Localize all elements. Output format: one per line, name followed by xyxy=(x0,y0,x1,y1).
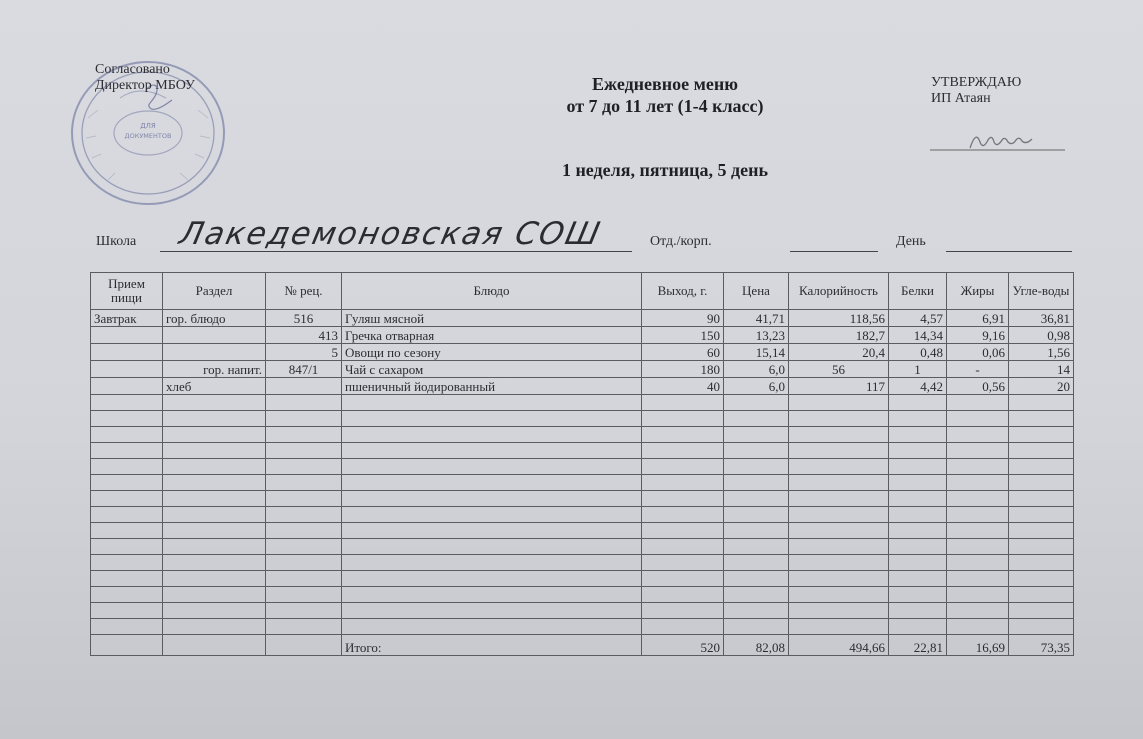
empty-cell xyxy=(163,619,266,635)
col-calories: Калорийность xyxy=(789,273,889,310)
table-row xyxy=(91,361,1074,378)
empty-cell xyxy=(889,539,947,555)
empty-cell xyxy=(91,587,163,603)
empty-cell xyxy=(266,587,342,603)
empty-cell xyxy=(889,459,947,475)
empty-cell xyxy=(266,507,342,523)
empty-cell xyxy=(91,491,163,507)
dept-underline xyxy=(790,251,878,252)
empty-cell xyxy=(163,539,266,555)
empty-cell xyxy=(724,411,789,427)
empty-cell xyxy=(889,555,947,571)
approval-block xyxy=(931,75,1021,107)
cell-protein: 1 xyxy=(889,361,947,378)
empty-table-row xyxy=(91,603,1074,619)
cell-meal xyxy=(91,361,163,378)
total-cell-section xyxy=(163,635,266,656)
empty-cell xyxy=(789,459,889,475)
approver-signature xyxy=(930,128,1065,158)
cell-section: гор. блюдо xyxy=(163,310,266,327)
cell-recipe: 5 xyxy=(266,344,342,361)
empty-cell xyxy=(642,571,724,587)
empty-table-row xyxy=(91,539,1074,555)
empty-cell xyxy=(91,539,163,555)
empty-cell xyxy=(91,619,163,635)
empty-cell xyxy=(342,459,642,475)
empty-cell xyxy=(947,619,1009,635)
empty-table-row xyxy=(91,459,1074,475)
empty-cell xyxy=(642,587,724,603)
stamp-text-main: ДЛЯ xyxy=(140,122,156,130)
cell-meal xyxy=(91,327,163,344)
empty-cell xyxy=(724,571,789,587)
empty-cell xyxy=(342,603,642,619)
cell-yield: 60 xyxy=(642,344,724,361)
cell-fat: 9,16 xyxy=(947,327,1009,344)
empty-cell xyxy=(947,395,1009,411)
empty-cell xyxy=(724,507,789,523)
empty-cell xyxy=(642,427,724,443)
empty-cell xyxy=(91,507,163,523)
empty-cell xyxy=(1009,491,1074,507)
empty-table-row xyxy=(91,587,1074,603)
empty-cell xyxy=(642,539,724,555)
empty-cell xyxy=(163,443,266,459)
school-handwritten: Лакедемоновская СОШ xyxy=(176,216,605,252)
empty-cell xyxy=(724,619,789,635)
empty-cell xyxy=(947,459,1009,475)
empty-cell xyxy=(1009,507,1074,523)
empty-cell xyxy=(342,427,642,443)
cell-carbs: 20 xyxy=(1009,378,1074,395)
empty-cell xyxy=(266,619,342,635)
empty-cell xyxy=(642,411,724,427)
total-row xyxy=(91,635,1074,656)
empty-cell xyxy=(642,459,724,475)
empty-cell xyxy=(1009,395,1074,411)
empty-cell xyxy=(642,603,724,619)
empty-cell xyxy=(1009,571,1074,587)
cell-meal xyxy=(91,378,163,395)
director-line: Директор МБОУ xyxy=(95,78,195,93)
empty-cell xyxy=(266,491,342,507)
empty-cell xyxy=(342,571,642,587)
cell-dish: Чай с сахаром xyxy=(342,361,642,378)
empty-cell xyxy=(947,411,1009,427)
empty-cell xyxy=(342,619,642,635)
empty-cell xyxy=(889,427,947,443)
approved-line: Согласовано xyxy=(95,62,170,77)
empty-cell xyxy=(342,443,642,459)
empty-cell xyxy=(266,523,342,539)
empty-cell xyxy=(266,475,342,491)
empty-cell xyxy=(889,603,947,619)
empty-cell xyxy=(642,395,724,411)
cell-carbs: 0,98 xyxy=(1009,327,1074,344)
menu-age-group: от 7 до 11 лет (1-4 класс) xyxy=(566,96,764,116)
empty-cell xyxy=(1009,459,1074,475)
empty-cell xyxy=(91,427,163,443)
empty-cell xyxy=(947,427,1009,443)
empty-cell xyxy=(1009,555,1074,571)
empty-cell xyxy=(642,619,724,635)
total-carbs: 73,35 xyxy=(1009,635,1074,656)
cell-recipe: 413 xyxy=(266,327,342,344)
empty-cell xyxy=(1009,523,1074,539)
school-label: Школа xyxy=(96,234,137,249)
empty-cell xyxy=(266,411,342,427)
cell-price: 41,71 xyxy=(724,310,789,327)
cell-meal xyxy=(91,344,163,361)
total-cell-meal xyxy=(91,635,163,656)
empty-cell xyxy=(947,475,1009,491)
cell-recipe: 516 xyxy=(266,310,342,327)
empty-cell xyxy=(163,411,266,427)
empty-cell xyxy=(947,571,1009,587)
empty-cell xyxy=(724,443,789,459)
empty-cell xyxy=(91,523,163,539)
cell-calories: 182,7 xyxy=(789,327,889,344)
cell-calories: 117 xyxy=(789,378,889,395)
empty-cell xyxy=(889,475,947,491)
total-yield: 520 xyxy=(642,635,724,656)
empty-cell xyxy=(266,571,342,587)
empty-cell xyxy=(91,411,163,427)
empty-cell xyxy=(342,539,642,555)
empty-cell xyxy=(789,411,889,427)
empty-table-row xyxy=(91,395,1074,411)
table-row xyxy=(91,344,1074,361)
table-row xyxy=(91,327,1074,344)
empty-cell xyxy=(1009,619,1074,635)
empty-table-row xyxy=(91,491,1074,507)
empty-cell xyxy=(91,475,163,491)
empty-cell xyxy=(947,603,1009,619)
approve-label: УТВЕРЖДАЮ xyxy=(931,75,1022,90)
total-price: 82,08 xyxy=(724,635,789,656)
cell-fat: - xyxy=(947,361,1009,378)
col-recipe: № рец. xyxy=(266,273,342,310)
cell-recipe xyxy=(266,378,342,395)
dept-label: Отд./корп. xyxy=(650,234,712,249)
cell-yield: 90 xyxy=(642,310,724,327)
empty-cell xyxy=(889,587,947,603)
empty-cell xyxy=(163,603,266,619)
empty-cell xyxy=(789,507,889,523)
cell-dish: пшеничный йодированный xyxy=(342,378,642,395)
empty-cell xyxy=(163,555,266,571)
empty-cell xyxy=(889,523,947,539)
total-calories: 494,66 xyxy=(789,635,889,656)
empty-cell xyxy=(724,587,789,603)
empty-cell xyxy=(266,427,342,443)
empty-cell xyxy=(889,491,947,507)
cell-dish: Гречка отварная xyxy=(342,327,642,344)
empty-cell xyxy=(266,539,342,555)
empty-cell xyxy=(91,555,163,571)
empty-table-row xyxy=(91,443,1074,459)
empty-cell xyxy=(342,507,642,523)
cell-calories: 20,4 xyxy=(789,344,889,361)
cell-price: 6,0 xyxy=(724,378,789,395)
table-header-row xyxy=(91,273,1074,310)
approved-block xyxy=(95,62,195,94)
empty-cell xyxy=(889,411,947,427)
empty-cell xyxy=(163,491,266,507)
cell-meal: Завтрак xyxy=(91,310,163,327)
empty-cell xyxy=(724,555,789,571)
cell-carbs: 1,56 xyxy=(1009,344,1074,361)
cell-yield: 40 xyxy=(642,378,724,395)
empty-cell xyxy=(266,555,342,571)
empty-cell xyxy=(1009,603,1074,619)
cell-carbs: 36,81 xyxy=(1009,310,1074,327)
empty-table-row xyxy=(91,571,1074,587)
empty-cell xyxy=(91,395,163,411)
empty-table-row xyxy=(91,475,1074,491)
empty-cell xyxy=(642,475,724,491)
approver-name: ИП Атаян xyxy=(931,91,991,106)
cell-price: 15,14 xyxy=(724,344,789,361)
cell-dish: Овощи по сезону xyxy=(342,344,642,361)
empty-table-row xyxy=(91,619,1074,635)
empty-cell xyxy=(947,555,1009,571)
empty-cell xyxy=(789,523,889,539)
empty-cell xyxy=(642,491,724,507)
empty-cell xyxy=(266,459,342,475)
col-section: Раздел xyxy=(163,273,266,310)
empty-cell xyxy=(724,395,789,411)
empty-cell xyxy=(789,395,889,411)
cell-yield: 150 xyxy=(642,327,724,344)
empty-cell xyxy=(266,603,342,619)
empty-cell xyxy=(789,539,889,555)
empty-cell xyxy=(789,571,889,587)
empty-table-row xyxy=(91,523,1074,539)
empty-cell xyxy=(1009,411,1074,427)
empty-cell xyxy=(1009,475,1074,491)
empty-cell xyxy=(642,507,724,523)
cell-section: хлеб xyxy=(163,378,266,395)
empty-table-row xyxy=(91,411,1074,427)
cell-section xyxy=(163,344,266,361)
empty-cell xyxy=(947,443,1009,459)
cell-price: 13,23 xyxy=(724,327,789,344)
cell-protein: 14,34 xyxy=(889,327,947,344)
col-meal: Прием пищи xyxy=(91,273,163,310)
empty-cell xyxy=(947,507,1009,523)
empty-cell xyxy=(789,555,889,571)
empty-cell xyxy=(342,395,642,411)
empty-cell xyxy=(724,491,789,507)
total-label: Итого: xyxy=(342,635,642,656)
empty-cell xyxy=(889,443,947,459)
empty-table-row xyxy=(91,555,1074,571)
col-carbs: Угле-воды xyxy=(1009,273,1074,310)
cell-calories: 118,56 xyxy=(789,310,889,327)
empty-cell xyxy=(266,443,342,459)
empty-cell xyxy=(642,555,724,571)
empty-cell xyxy=(789,587,889,603)
empty-cell xyxy=(889,571,947,587)
empty-cell xyxy=(91,603,163,619)
empty-cell xyxy=(163,395,266,411)
empty-cell xyxy=(91,459,163,475)
cell-calories: 56 xyxy=(789,361,889,378)
empty-cell xyxy=(947,539,1009,555)
cell-recipe: 847/1 xyxy=(266,361,342,378)
cell-protein: 0,48 xyxy=(889,344,947,361)
empty-cell xyxy=(789,603,889,619)
day-label: День xyxy=(896,234,926,249)
cell-fat: 6,91 xyxy=(947,310,1009,327)
empty-cell xyxy=(266,395,342,411)
empty-cell xyxy=(789,443,889,459)
empty-cell xyxy=(642,443,724,459)
empty-cell xyxy=(163,587,266,603)
empty-cell xyxy=(1009,443,1074,459)
empty-cell xyxy=(724,603,789,619)
total-protein: 22,81 xyxy=(889,635,947,656)
total-fat: 16,69 xyxy=(947,635,1009,656)
total-cell-recipe xyxy=(266,635,342,656)
empty-cell xyxy=(91,571,163,587)
empty-cell xyxy=(724,523,789,539)
empty-cell xyxy=(889,619,947,635)
cell-fat: 0,06 xyxy=(947,344,1009,361)
empty-cell xyxy=(163,475,266,491)
col-dish: Блюдо xyxy=(342,273,642,310)
empty-cell xyxy=(642,523,724,539)
empty-cell xyxy=(947,587,1009,603)
empty-cell xyxy=(342,523,642,539)
empty-cell xyxy=(789,619,889,635)
cell-carbs: 14 xyxy=(1009,361,1074,378)
empty-table-row xyxy=(91,427,1074,443)
day-underline xyxy=(946,251,1072,252)
cell-section: гор. напит. xyxy=(163,361,266,378)
empty-cell xyxy=(789,427,889,443)
empty-cell xyxy=(163,571,266,587)
empty-cell xyxy=(91,443,163,459)
table-row xyxy=(91,310,1074,327)
cell-protein: 4,42 xyxy=(889,378,947,395)
empty-cell xyxy=(342,587,642,603)
empty-cell xyxy=(163,427,266,443)
empty-cell xyxy=(1009,539,1074,555)
empty-table-row xyxy=(91,507,1074,523)
empty-cell xyxy=(789,475,889,491)
empty-cell xyxy=(724,427,789,443)
empty-cell xyxy=(889,507,947,523)
empty-cell xyxy=(947,523,1009,539)
empty-cell xyxy=(342,555,642,571)
empty-cell xyxy=(163,459,266,475)
menu-title: Ежедневное меню xyxy=(592,74,738,94)
col-price: Цена xyxy=(724,273,789,310)
table-row xyxy=(91,378,1074,395)
empty-cell xyxy=(724,539,789,555)
menu-table xyxy=(90,272,1074,656)
cell-protein: 4,57 xyxy=(889,310,947,327)
cell-fat: 0,56 xyxy=(947,378,1009,395)
empty-cell xyxy=(342,411,642,427)
empty-cell xyxy=(1009,587,1074,603)
stamp-text-sub: ДОКУМЕНТОВ xyxy=(124,132,172,140)
empty-cell xyxy=(163,523,266,539)
cell-dish: Гуляш мясной xyxy=(342,310,642,327)
empty-cell xyxy=(789,491,889,507)
cell-section xyxy=(163,327,266,344)
col-protein: Белки xyxy=(889,273,947,310)
empty-cell xyxy=(342,491,642,507)
empty-cell xyxy=(724,475,789,491)
empty-cell xyxy=(724,459,789,475)
menu-week-day: 1 неделя, пятница, 5 день xyxy=(561,160,769,180)
cell-price: 6,0 xyxy=(724,361,789,378)
empty-cell xyxy=(947,491,1009,507)
col-yield: Выход, г. xyxy=(642,273,724,310)
empty-cell xyxy=(889,395,947,411)
col-fat: Жиры xyxy=(947,273,1009,310)
empty-cell xyxy=(163,507,266,523)
empty-cell xyxy=(342,475,642,491)
empty-cell xyxy=(1009,427,1074,443)
cell-yield: 180 xyxy=(642,361,724,378)
